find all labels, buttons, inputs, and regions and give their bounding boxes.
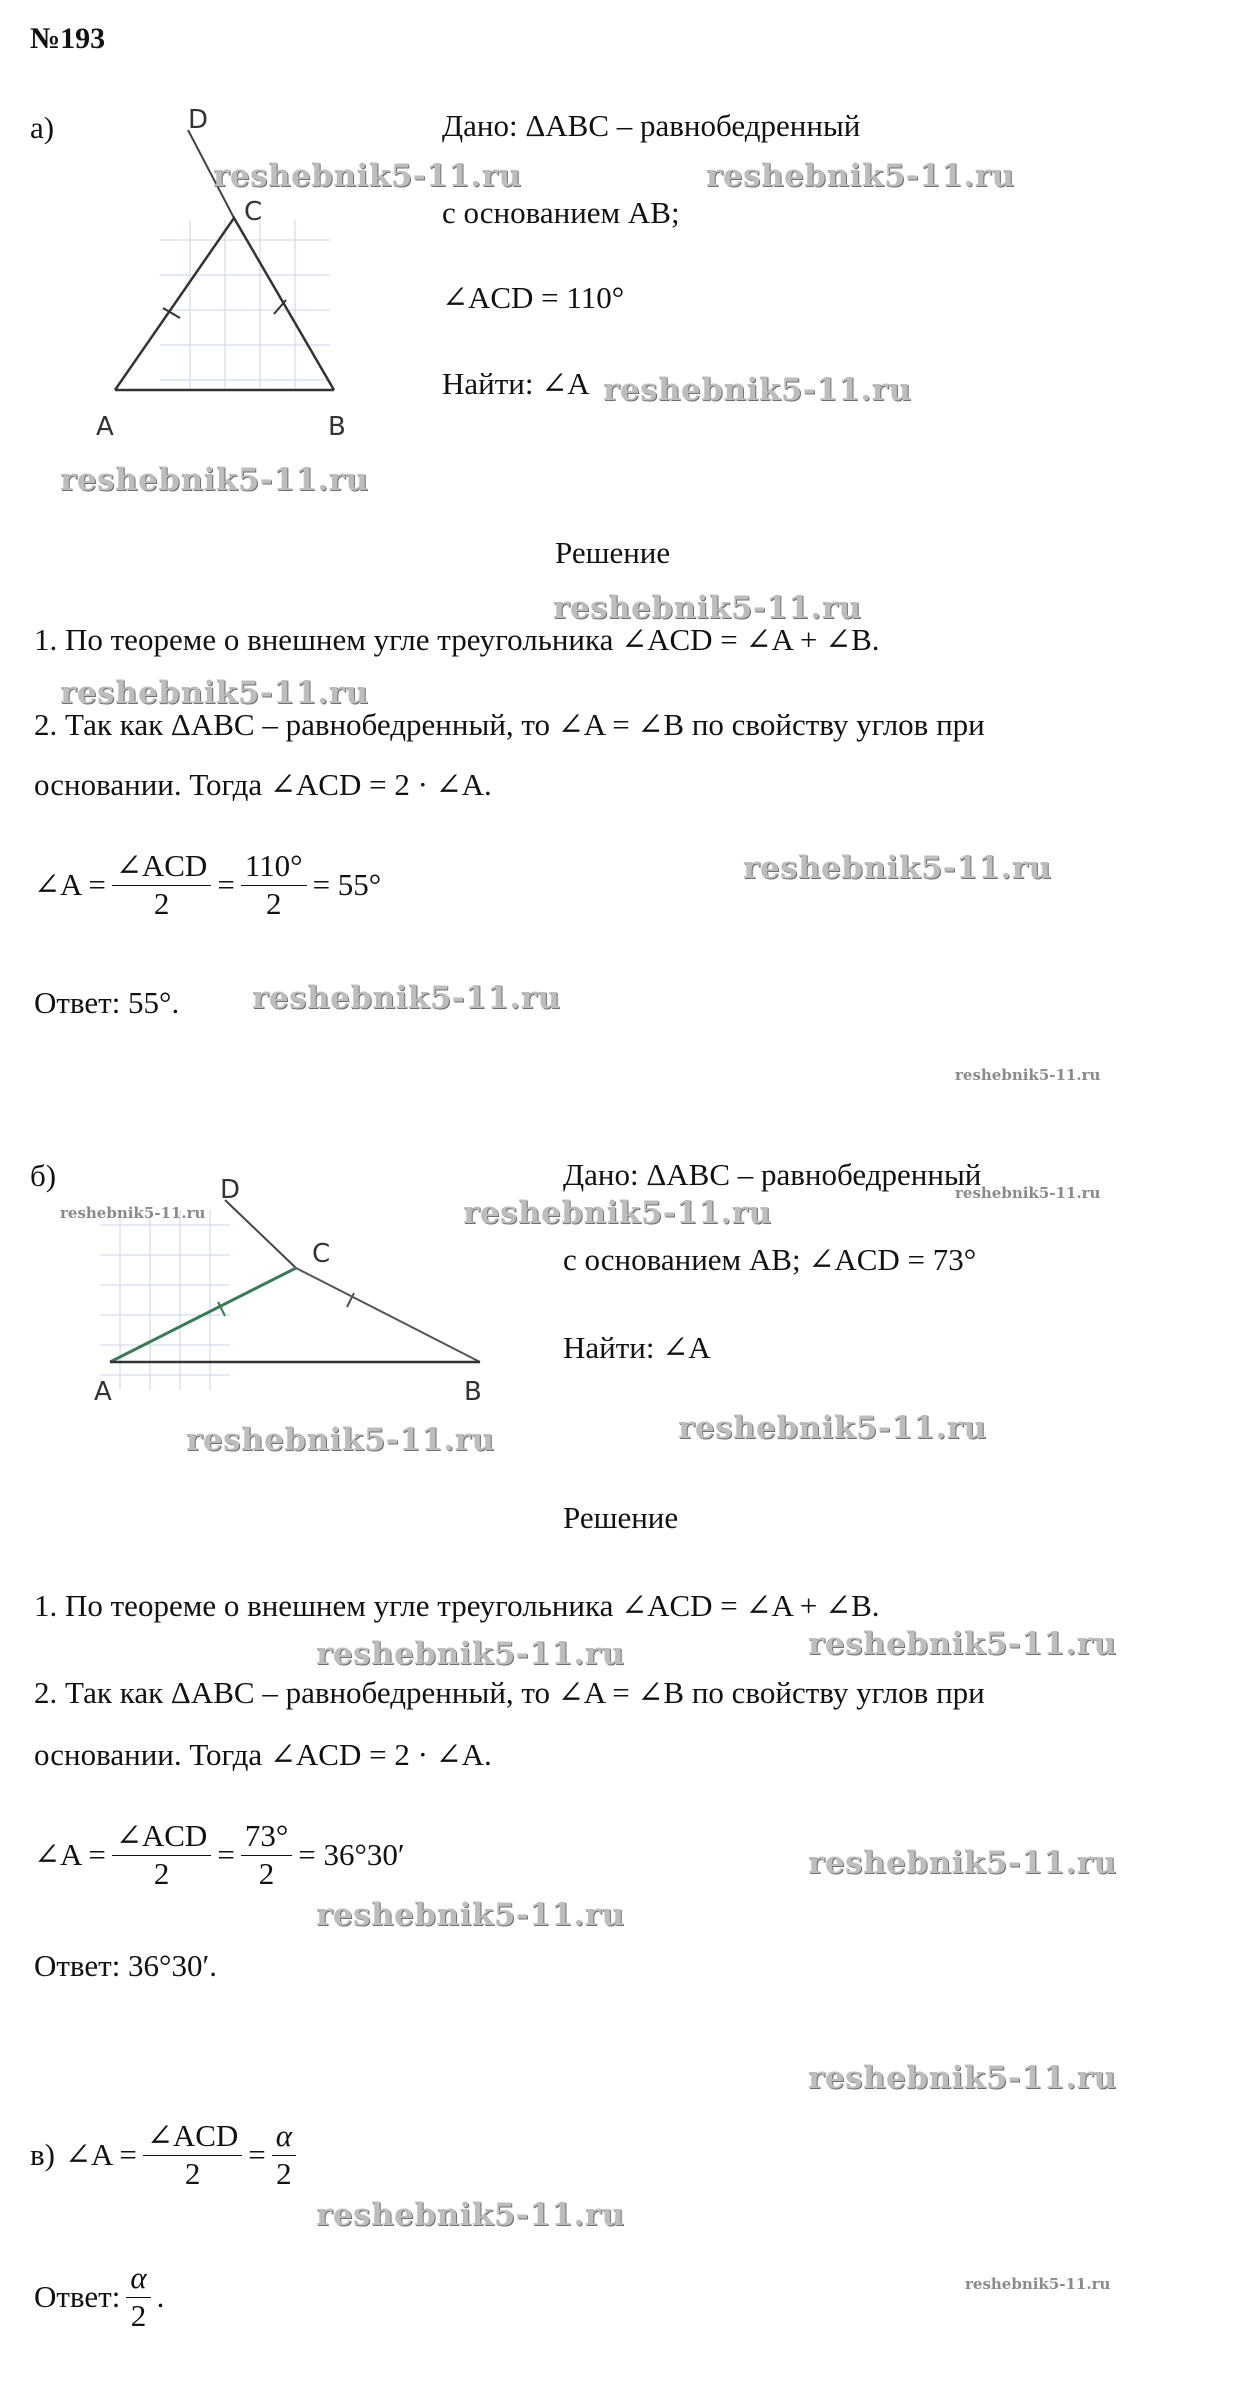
c-answer-suffix: . — [156, 2279, 165, 2315]
b-fraction-1 — [112, 1820, 211, 1890]
watermark: reshebnik5-11.ru — [808, 1845, 1117, 1881]
side-bc — [296, 1268, 480, 1362]
c-frac1-num: ∠ACD — [143, 2120, 242, 2156]
a-fraction-2 — [241, 850, 307, 920]
watermark: reshebnik5-11.ru — [808, 1626, 1117, 1662]
watermark: reshebnik5-11.ru — [252, 980, 561, 1016]
a-fraction-1 — [112, 850, 211, 920]
label-b: B — [464, 1377, 482, 1407]
watermark: reshebnik5-11.ru — [678, 1410, 987, 1446]
b-formula-eq: = — [217, 1837, 235, 1873]
c-formula-lhs: ∠A = — [64, 2137, 137, 2173]
b-step1: 1. По теореме о внешнем угле треугольника ∠ACD = ∠A + ∠B. — [34, 1588, 880, 1623]
c-answer-fraction — [126, 2262, 150, 2332]
b-find: Найти: ∠A — [563, 1330, 711, 1365]
c-answer-num: α — [126, 2262, 150, 2298]
part-b-diagram — [60, 1150, 560, 1430]
label-b: B — [328, 412, 346, 442]
a-step2a: 2. Так как ΔABC – равнобедренный, то ∠A = ∠B по свойству углов при — [34, 707, 985, 742]
grid-background — [160, 220, 330, 390]
a-formula — [34, 850, 381, 920]
a-find: Найти: ∠A — [442, 366, 590, 401]
a-formula-lhs: ∠A = — [34, 867, 106, 903]
watermark: reshebnik5-11.ru — [706, 158, 1015, 194]
a-given-line2: с основанием AB; — [442, 195, 680, 230]
watermark: reshebnik5-11.ru — [553, 590, 862, 626]
watermark-small: reshebnik5-11.ru — [955, 1066, 1101, 1084]
watermark: reshebnik5-11.ru — [186, 1422, 495, 1458]
b-step2b: основании. Тогда ∠ACD = 2 · ∠A. — [34, 1737, 492, 1772]
b-frac2-den: 2 — [258, 1855, 275, 1891]
watermark-small: reshebnik5-11.ru — [955, 1184, 1101, 1202]
a-frac2-num: 110° — [241, 850, 307, 886]
a-step2b: основании. Тогда ∠ACD = 2 · ∠A. — [34, 767, 492, 802]
label-a: A — [96, 412, 114, 442]
line-cd — [225, 1200, 296, 1268]
part-a-diagram — [60, 100, 370, 460]
c-formula-eq: = — [248, 2137, 266, 2173]
b-formula-lhs: ∠A = — [34, 1837, 106, 1873]
a-answer: Ответ: 55°. — [34, 985, 180, 1020]
c-fraction-1 — [143, 2120, 242, 2190]
a-frac1-num: ∠ACD — [112, 850, 211, 886]
c-answer — [34, 2262, 164, 2332]
a-frac2-den: 2 — [265, 885, 282, 921]
a-frac1-den: 2 — [153, 885, 170, 921]
problem-number: №193 — [30, 22, 106, 55]
watermark: reshebnik5-11.ru — [808, 2060, 1117, 2096]
b-formula — [34, 1820, 405, 1890]
a-given-angle: ∠ACD = 110° — [442, 280, 625, 315]
watermark: reshebnik5-11.ru — [316, 1636, 625, 1672]
b-frac1-den: 2 — [153, 1855, 170, 1891]
label-a: A — [94, 1377, 112, 1407]
watermark: reshebnik5-11.ru — [316, 2197, 625, 2233]
label-c: C — [312, 1239, 331, 1269]
label-d: D — [188, 105, 209, 135]
watermark: reshebnik5-11.ru — [316, 1897, 625, 1933]
b-fraction-2 — [241, 1820, 292, 1890]
watermark: reshebnik5-11.ru — [603, 372, 912, 408]
c-formula — [30, 2120, 302, 2190]
c-frac1-den: 2 — [184, 2155, 201, 2191]
b-given-line1: Дано: ΔABC – равнобедренный — [563, 1157, 982, 1192]
a-formula-eq: = — [217, 867, 235, 903]
c-fraction-2 — [272, 2120, 296, 2190]
b-step2a: 2. Так как ΔABC – равнобедренный, то ∠A = ∠B по свойству углов при — [34, 1675, 985, 1710]
b-given-line2: с основанием AB; ∠ACD = 73° — [563, 1242, 977, 1277]
c-answer-prefix: Ответ: — [34, 2279, 121, 2315]
c-label: в) — [30, 2137, 55, 2173]
c-answer-den: 2 — [130, 2297, 147, 2333]
watermark: reshebnik5-11.ru — [463, 1195, 772, 1231]
c-frac2-den: 2 — [276, 2155, 292, 2191]
tick-bc — [274, 300, 286, 314]
b-frac1-num: ∠ACD — [112, 1820, 211, 1856]
watermark: reshebnik5-11.ru — [60, 675, 369, 711]
watermark: reshebnik5-11.ru — [743, 850, 1052, 886]
a-step1: 1. По теореме о внешнем угле треугольника ∠ACD = ∠A + ∠B. — [34, 622, 880, 657]
label-c: C — [244, 197, 263, 227]
part-a-label: а) — [30, 110, 55, 145]
part-b-label: б) — [30, 1158, 57, 1193]
b-answer: Ответ: 36°30′. — [34, 1948, 217, 1983]
b-formula-result: = 36°30′ — [298, 1837, 405, 1873]
b-solution-title: Решение — [563, 1500, 679, 1535]
watermark: reshebnik5-11.ru — [60, 462, 369, 498]
a-given-line1: Дано: ΔABC – равнобедренный — [442, 108, 861, 143]
a-solution-title: Решение — [555, 535, 671, 570]
b-frac2-num: 73° — [241, 1820, 292, 1856]
watermark-small: reshebnik5-11.ru — [965, 2275, 1111, 2293]
c-frac2-num: α — [272, 2120, 296, 2156]
label-d: D — [220, 1175, 241, 1205]
a-formula-result: = 55° — [312, 867, 382, 903]
watermark-small: reshebnik5-11.ru — [60, 1204, 206, 1222]
watermark: reshebnik5-11.ru — [213, 158, 522, 194]
